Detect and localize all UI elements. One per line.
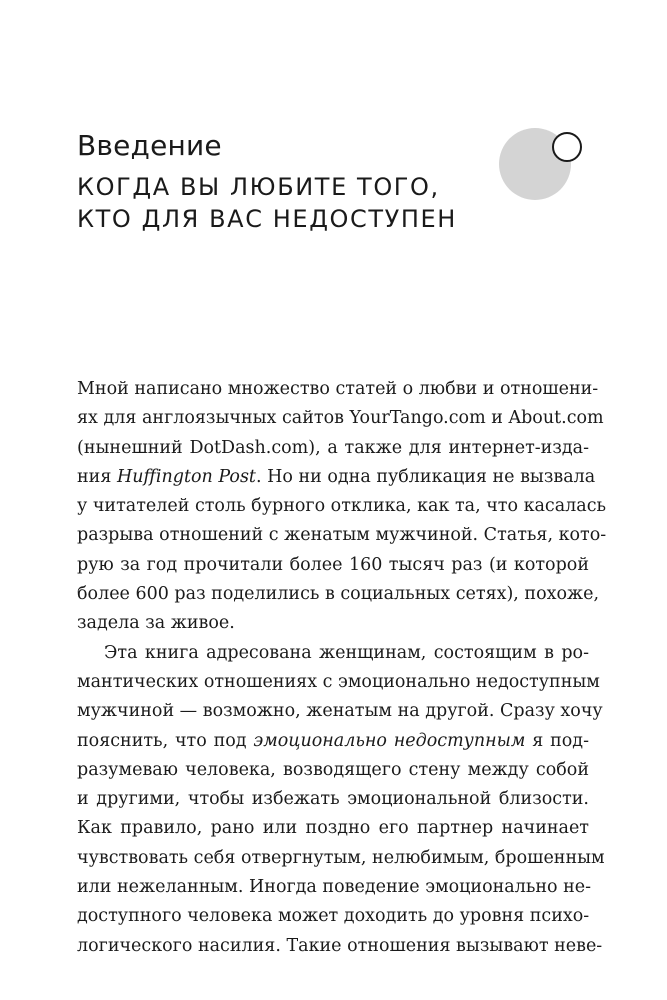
text-line: Как правило, рано или поздно его партнер начинает [77, 818, 589, 839]
text-run: ния [77, 466, 117, 487]
text-run: . Но ни одна публикация не вызвала [255, 466, 596, 487]
text-line: мантических отношениях с эмоционально недоступным [77, 671, 600, 692]
text-line: у читателей столь бурного отклика, как та, что касалась [77, 496, 607, 517]
text-line: задела за живое. [77, 613, 235, 634]
text-line: Эта книга адресована женщинам, состоящим в ро- [104, 642, 589, 663]
text-line: мужчиной — возможно, женатым на другой. Сразу хочу [77, 701, 603, 722]
moon-phase-icon [497, 124, 587, 204]
paragraph-1 [77, 375, 607, 639]
text-line: более 600 раз поделились в социальных сетях), похоже, [77, 584, 600, 605]
text-line: (нынешний DotDash.com), а также для интернет-изда- [77, 437, 589, 458]
italic-publication-name: Huffington Post [116, 466, 256, 487]
chapter-title-line-2: КТО ДЛЯ ВАС НЕДОСТУПЕН [77, 205, 457, 233]
ornament-ring-circle [553, 133, 581, 161]
text-run: я под- [525, 730, 589, 751]
text-line: логического насилия. Такие отношения вызывают неве- [77, 935, 603, 956]
text-line [77, 463, 596, 492]
italic-term: эмоционально недоступным [253, 730, 526, 751]
chapter-title-line-1: КОГДА ВЫ ЛЮБИТЕ ТОГО, [77, 173, 440, 201]
body-text [77, 375, 607, 961]
text-line: разумеваю человека, возводящего стену между собой [77, 759, 589, 780]
chapter-title [77, 171, 457, 235]
text-line: рую за год прочитали более 160 тысяч раз (и которой [77, 554, 589, 575]
text-line: чувствовать себя отвергнутым, нелюбимым, брошенным [77, 847, 605, 868]
text-line: разрыва отношений с женатым мужчиной. Статья, кото- [77, 525, 607, 546]
text-line [77, 727, 589, 756]
chapter-label: Введение [77, 129, 222, 162]
text-line: ях для англоязычных сайтов YourTango.com и About.com [77, 408, 604, 429]
text-run: пояснить, что под [77, 730, 254, 751]
text-line: и другими, чтобы избежать эмоциональной близости. [77, 789, 589, 810]
paragraph-2 [77, 639, 605, 961]
text-line: или нежеланным. Иногда поведение эмоционально не- [77, 877, 592, 898]
text-line: Мной написано множество статей о любви и отношени- [77, 379, 599, 399]
text-line: доступного человека может доходить до уровня психо- [77, 906, 590, 927]
